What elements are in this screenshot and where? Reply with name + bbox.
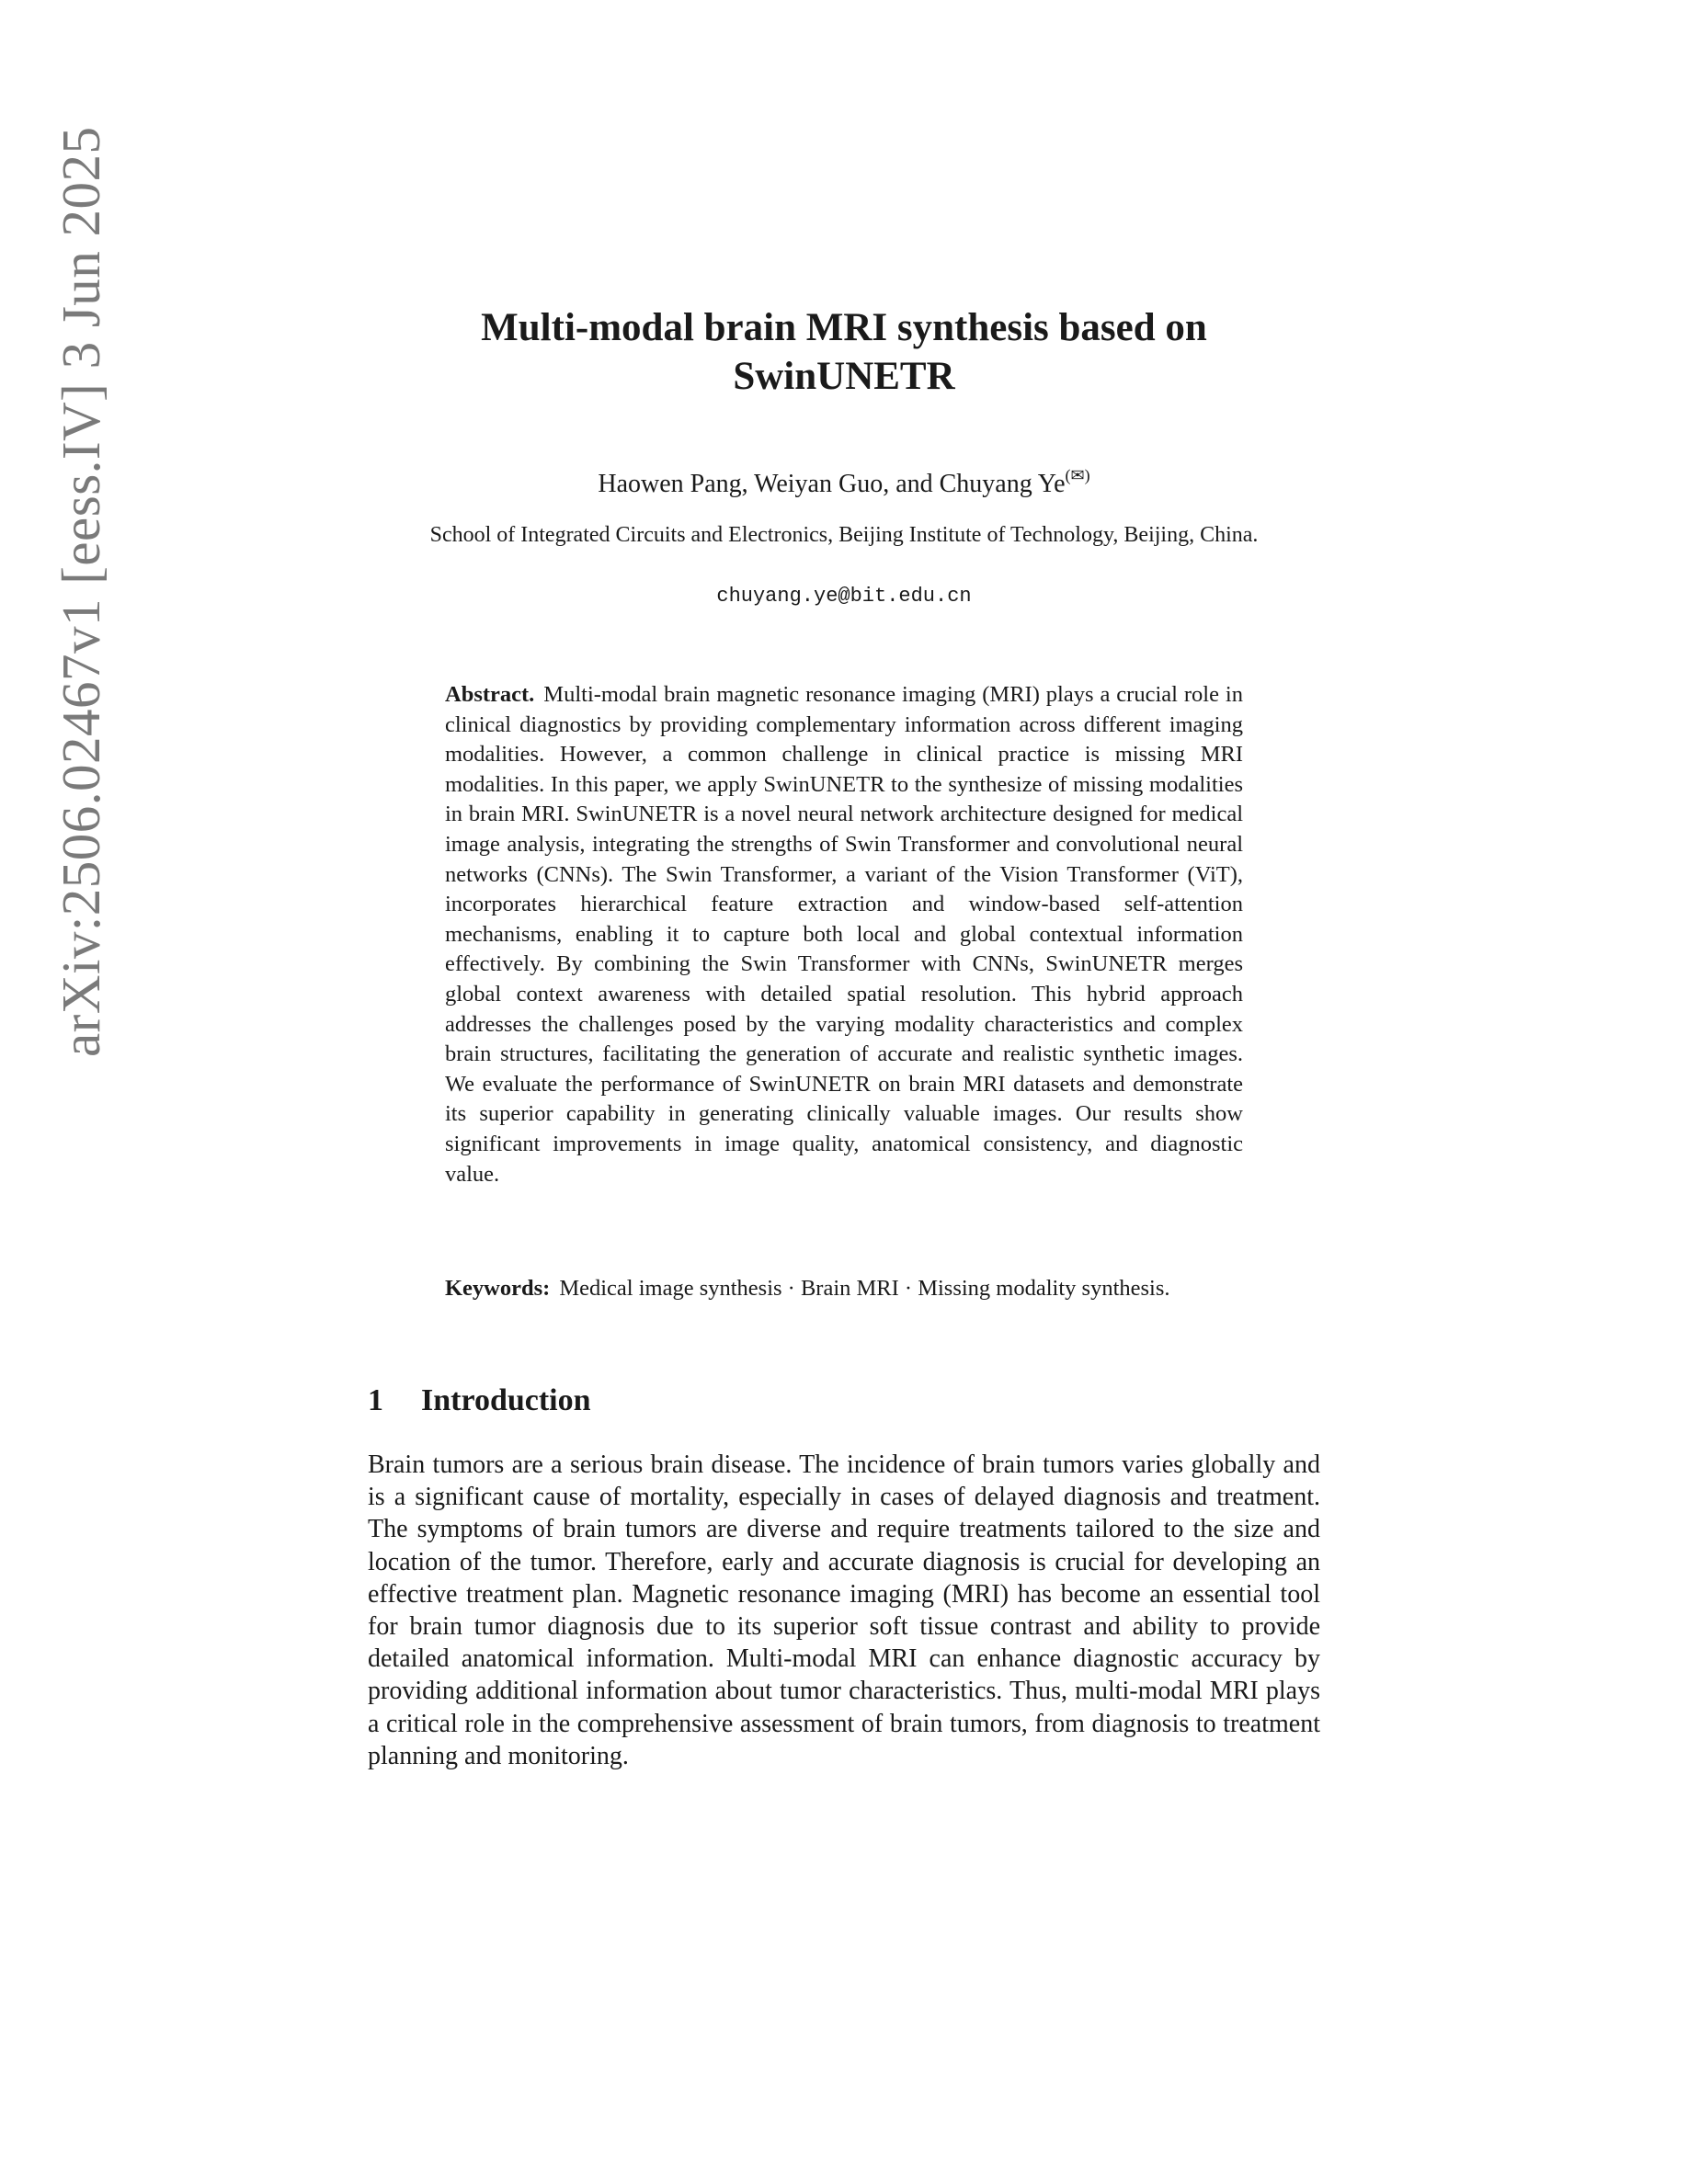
paper-title: [276, 303, 1412, 401]
author-names: Haowen Pang, Weiyan Guo, and Chuyang Ye: [598, 470, 1066, 498]
section-heading-introduction: [368, 1381, 1324, 1421]
introduction-paragraph: Brain tumors are a serious brain disease. The incidence of brain tumors varies globally and is a significant cause of mortality, especially in cases of delayed diagnosis and treatment. The symptoms of brain tumors are diverse and require treatments tailored to the size and location of the tumor. Therefore, early and accurate diagnosis is crucial for developing an effective treatment plan. Magnetic resonance imaging (MRI) has become an essential tool for brain tumor diagnosis due to its superior soft tissue contrast and ability to provide detailed anatomical information. Multi-modal MRI can enhance diagnostic accuracy by providing additional information about tumor characteristics. Thus, multi-modal MRI plays a critical role in the comprehensive assessment of brain tumors, from diagnosis to treatment planning and monitoring.: [368, 1450, 1320, 1770]
abstract-text: Multi-modal brain magnetic resonance imaging (MRI) plays a crucial role in clinical diagnostics by providing complementary information across different imaging modalities. However, a common challenge in clinical practice is missing MRI modalities. In this paper, we apply SwinUNETR to the synthesize of missing modalities in brain MRI. SwinUNETR is a novel neural network architecture designed for medical image analysis, integrating the strengths of Swin Transformer and convolutional neural networks (CNNs). The Swin Transformer, a variant of the Vision Transformer (ViT), incorporates hierarchical feature extraction and window-based self-attention mechanisms, enabling it to capture both local and global contextual information effectively. By combining the Swin Transformer with CNNs, SwinUNETR merges global context awareness with detailed spatial resolution. This hybrid approach addresses the challenges posed by the varying modality characteristics and complex brain structures, facilitating the generation of accurate and realistic synthetic images. We evaluate the performance of SwinUNETR on brain MRI datasets and demonstrate its superior capability in generating clinically valuable images. Our results show significant improvements in image quality, anatomical consistency, and diagnostic value.: [445, 682, 1243, 1187]
contact-email[interactable]: chuyang.ye@bit.edu.cn: [716, 585, 972, 608]
author-list: [276, 460, 1412, 500]
abstract-label: Abstract.: [445, 682, 535, 707]
keywords: [445, 1274, 1243, 1304]
author-affiliation: School of Integrated Circuits and Electronics, Beijing Institute of Technology, Beijing, China.: [429, 523, 1259, 547]
corresponding-author-mail-icon: (✉): [1065, 466, 1090, 484]
paper-title-line-2: SwinUNETR: [733, 355, 955, 398]
abstract: [445, 680, 1243, 1189]
paper-title-line-1: Multi-modal brain MRI synthesis based on: [481, 306, 1207, 349]
keywords-text: Medical image synthesis · Brain MRI · Missing modality synthesis.: [559, 1276, 1170, 1301]
arxiv-identifier-stamp: arXiv:2506.02467v1 [eess.IV] 3 Jun 2025: [51, 126, 111, 1057]
section-title: Introduction: [421, 1383, 591, 1417]
keywords-label: Keywords:: [445, 1276, 551, 1301]
section-number: 1: [368, 1383, 383, 1417]
